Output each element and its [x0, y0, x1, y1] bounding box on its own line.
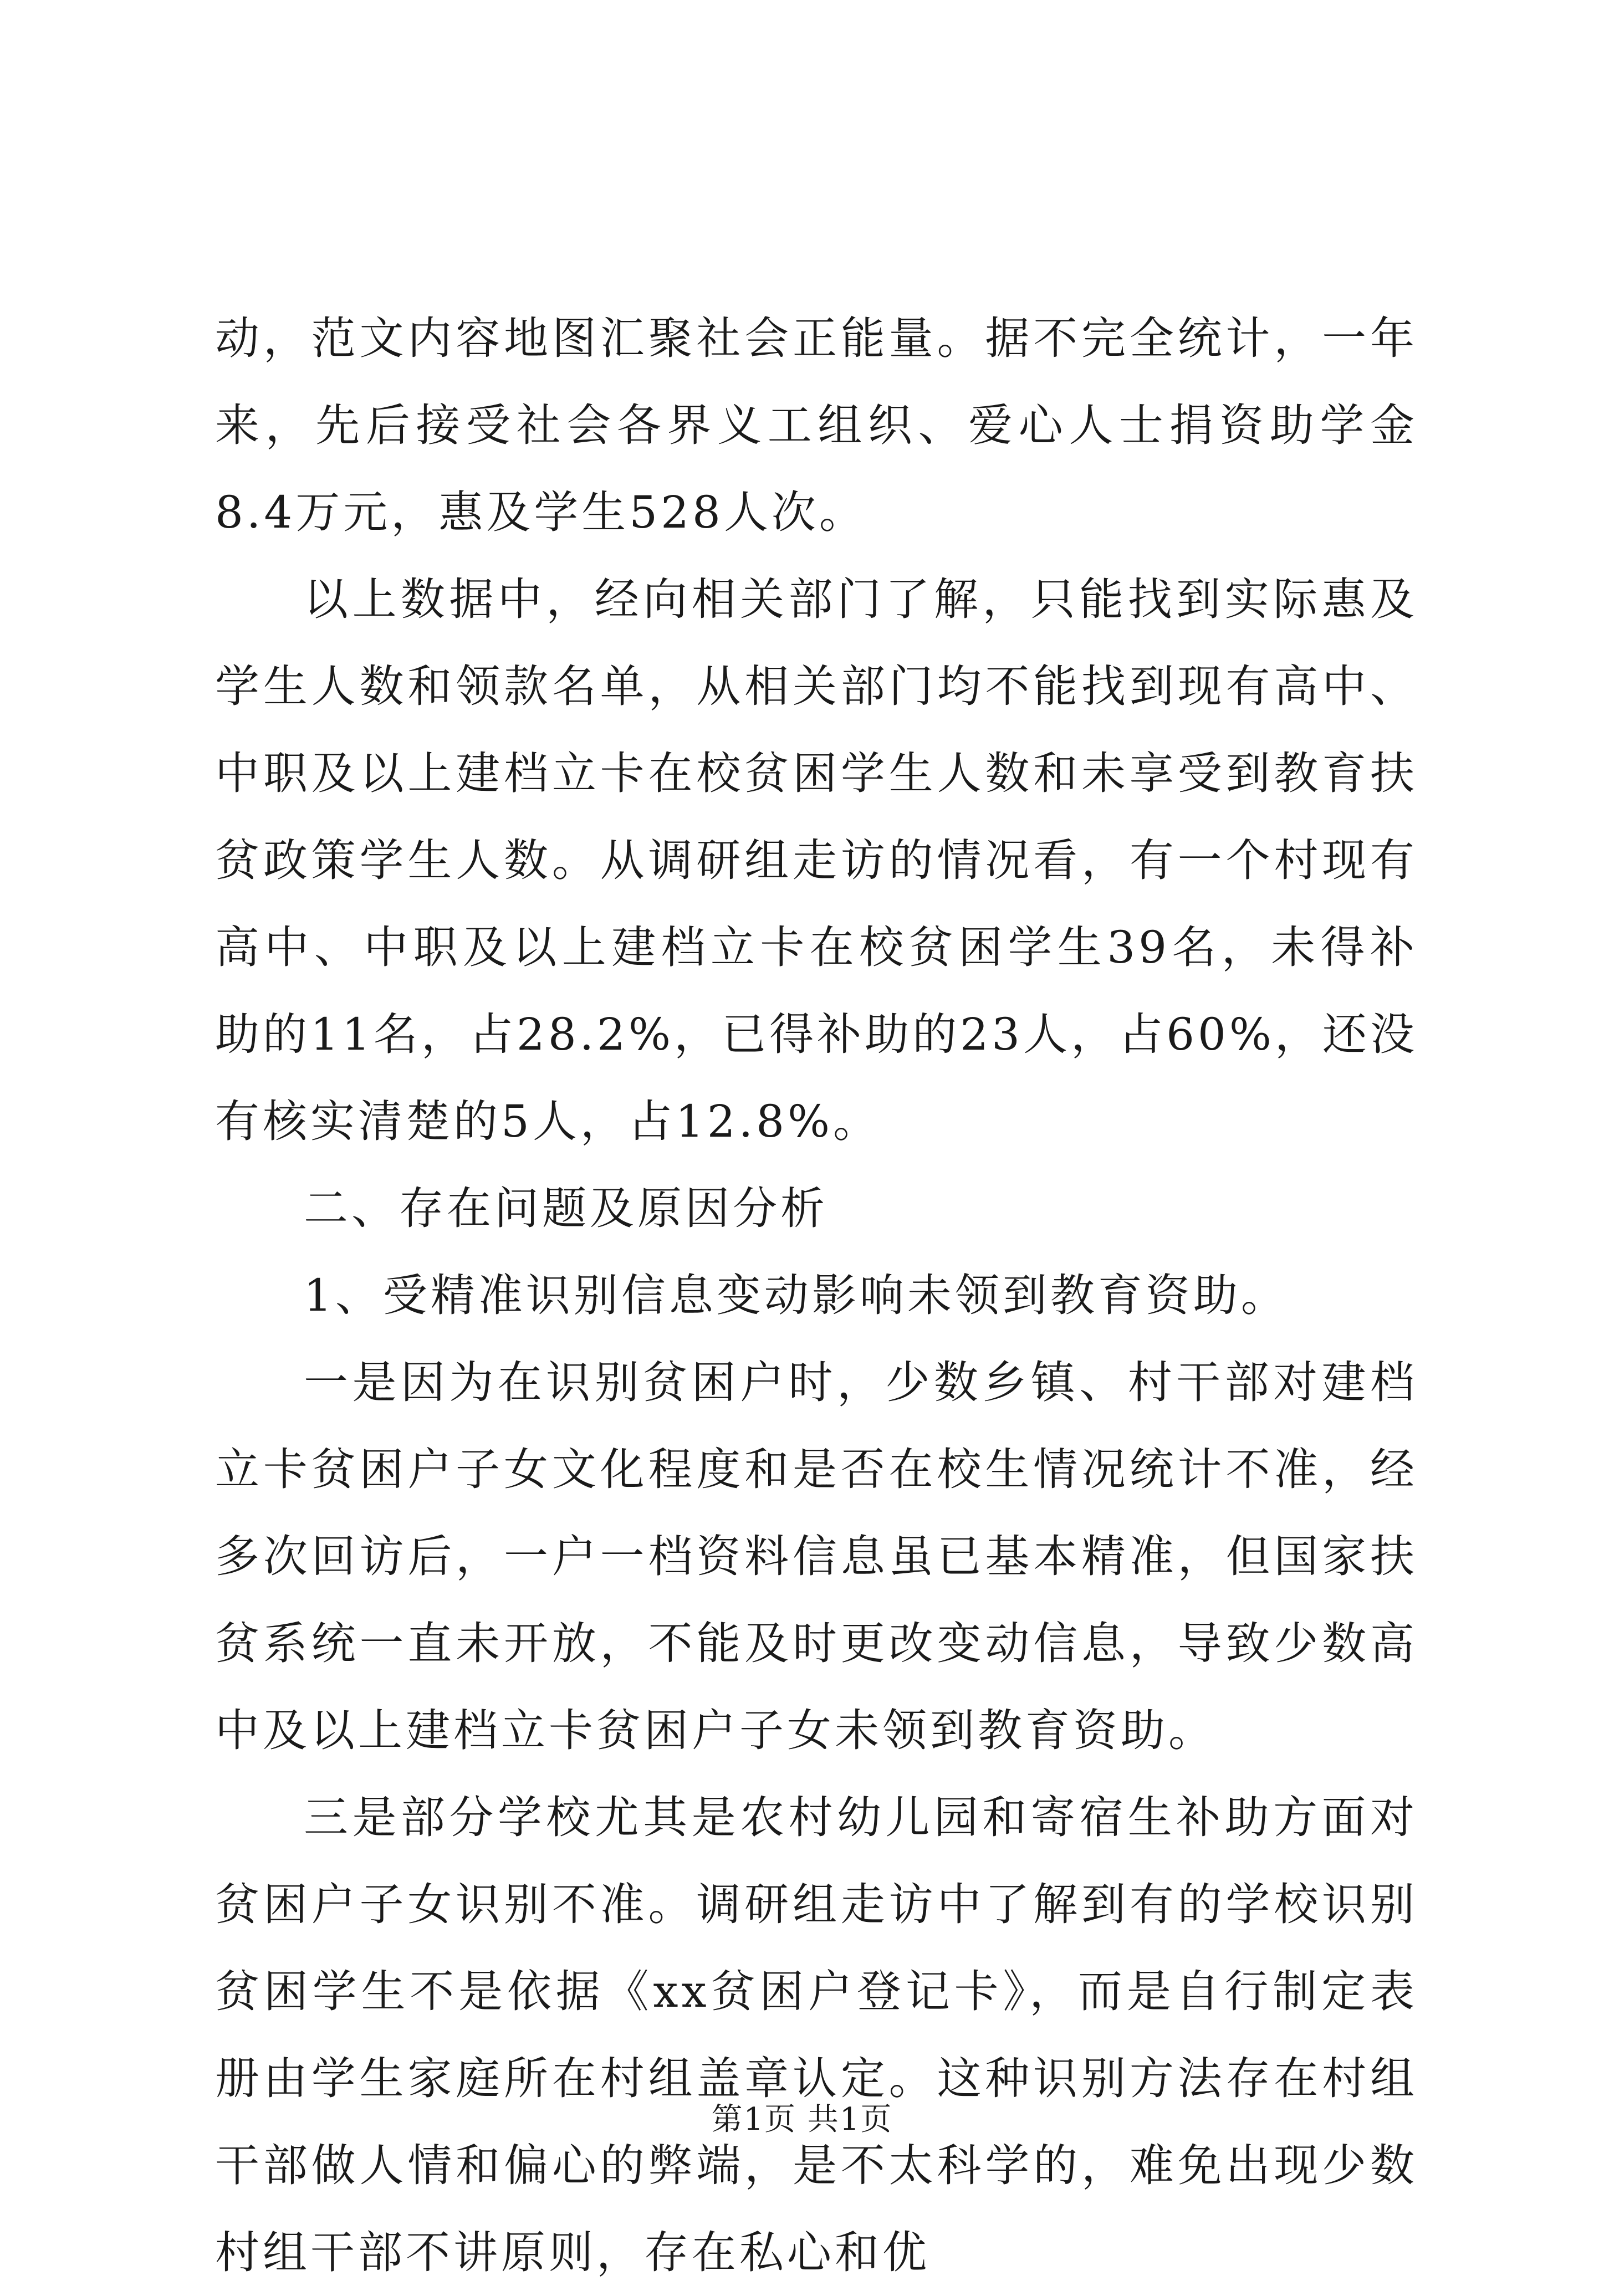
document-body	[215, 295, 1418, 2296]
paragraph-continuation: 动，范文内容地图汇聚社会正能量。据不完全统计，一年来，先后接受社会各界义工组织、爱心人士捐资助学金8.4万元，惠及学生528人次。	[215, 313, 1418, 538]
section-heading-problems: 二、存在问题及原因分析	[304, 1183, 828, 1234]
page-footer: 第1页 共1页	[711, 2101, 893, 2138]
paragraph-reason-three: 三是部分学校尤其是农村幼儿园和寄宿生补助方面对贫困户子女识别不准。调研组走访中了解到有的学校识别贫困学生不是依据《xx贫困户登记卡》，而是自行制定表册由学生家庭所在村组盖章认定。这种识别方法存在村组干部做人情和偏心的弊端，是不太科学的，难免出现少数村组干部不讲原则，存在私心和优	[215, 1792, 1418, 2278]
subheading-item-1: 1、受精准识别信息变动影响未领到教育资助。	[304, 1270, 1289, 1321]
paragraph-reason-one: 一是因为在识别贫困户时，少数乡镇、村干部对建档立卡贫困户子女文化程度和是否在校生情况统计不准，经多次回访后，一户一档资料信息虽已基本精准，但国家扶贫系统一直未开放，不能及时更改变动信息，导致少数高中及以上建档立卡贫困户子女未领到教育资助。	[215, 1357, 1418, 1756]
paragraph-data-analysis: 以上数据中，经向相关部门了解，只能找到实际惠及学生人数和领款名单，从相关部门均不能找到现有高中、中职及以上建档立卡在校贫困学生人数和未享受到教育扶贫政策学生人数。从调研组走访的情况看，有一个村现有高中、中职及以上建档立卡在校贫困学生39名，未得补助的11名，占28.2%，已得补助的23人，占60%，还没有核实清楚的5人，占12.8%。	[215, 574, 1418, 1147]
